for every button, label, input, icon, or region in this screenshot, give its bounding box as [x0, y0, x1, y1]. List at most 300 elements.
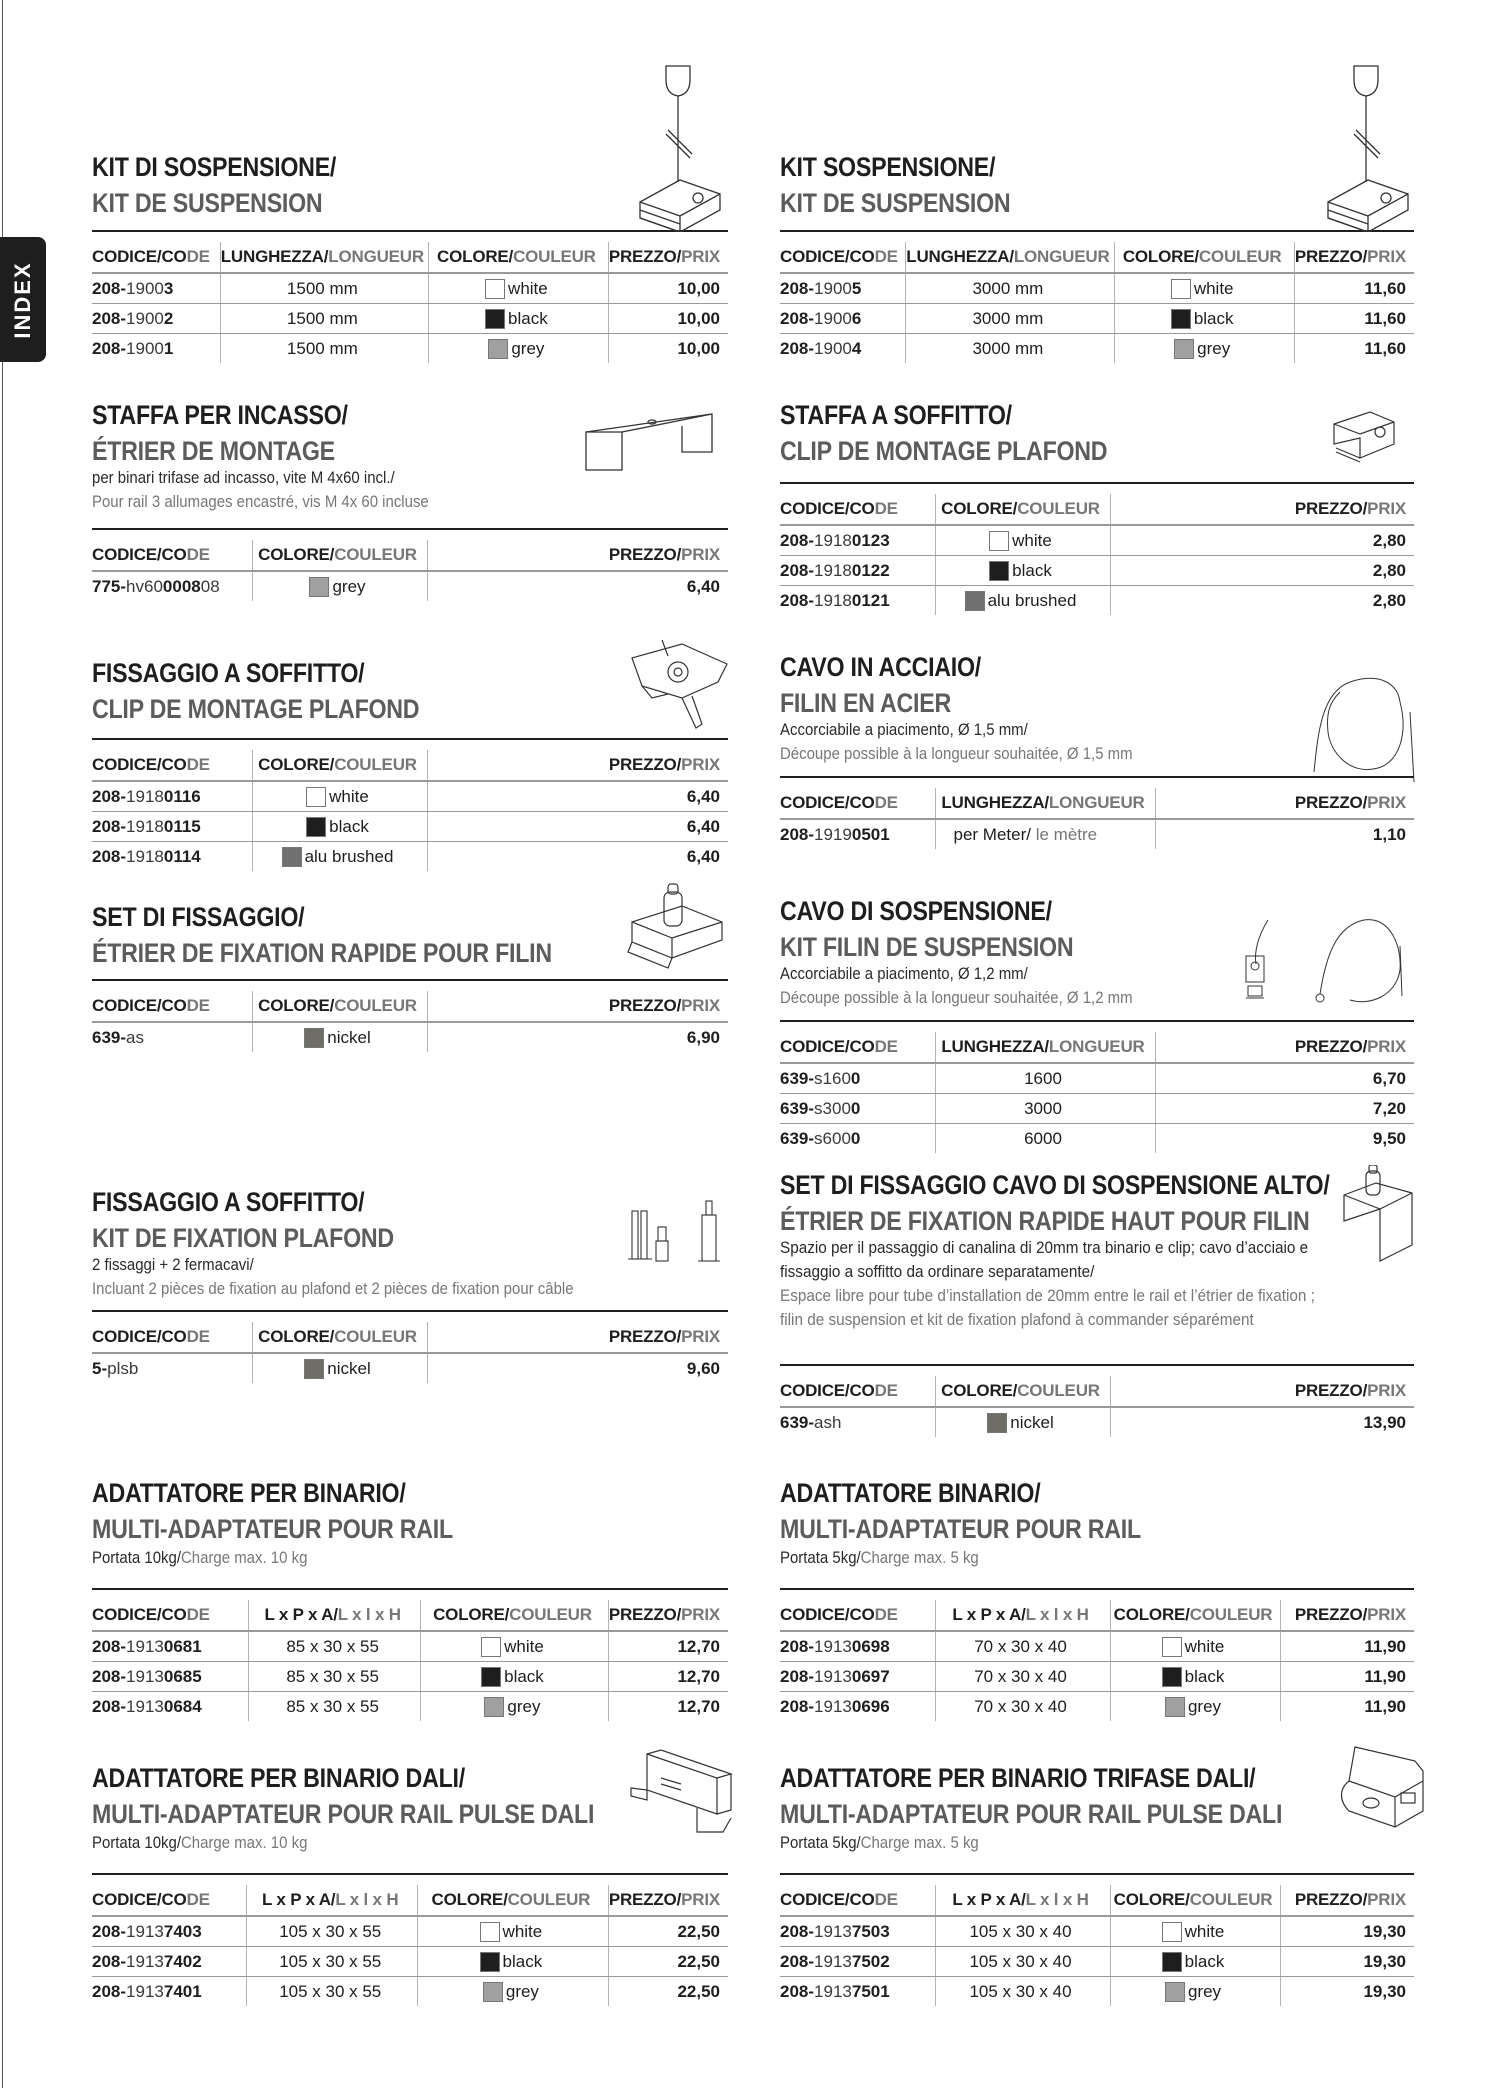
code-part: 7502 [851, 1951, 890, 1971]
product-code[interactable] [92, 1353, 252, 1383]
header-it: COLORE/ [431, 1890, 508, 1909]
product-illustration [622, 638, 732, 733]
table-row[interactable] [780, 525, 1414, 556]
section-divider [92, 1310, 728, 1312]
column-header-color [1110, 1600, 1280, 1631]
table-row[interactable] [92, 1916, 728, 1947]
description-fr: Pour rail 3 allumages encastré, vis M 4x 60 incluse [92, 492, 429, 511]
price-cell: 2,80 [1110, 586, 1414, 616]
price-cell: 9,60 [427, 1353, 728, 1383]
description [780, 1548, 979, 1568]
table-header-row [780, 1885, 1414, 1916]
header-fr: LONGUEUR [1013, 247, 1110, 266]
table-row[interactable] [780, 1916, 1414, 1947]
header-fr: PRIX [1367, 1890, 1406, 1909]
header-it: CO [161, 1327, 187, 1346]
header-it: PREZZO/ [1294, 499, 1368, 518]
color-cell [252, 842, 427, 872]
product-illustration [622, 1197, 732, 1267]
dimensions-cell: 85 x 30 x 55 [249, 1631, 421, 1662]
product-code[interactable] [780, 1124, 935, 1154]
code-part: 208- [780, 590, 815, 610]
product-code[interactable] [780, 1094, 935, 1124]
section-cavo-sospensione [780, 896, 1414, 1152]
code-part: 208- [92, 1921, 127, 1941]
product-table [780, 1600, 1414, 1721]
header-it: CODICE/ [780, 793, 850, 812]
color-swatch-grey [484, 1697, 504, 1717]
header-fr: DE [874, 793, 898, 812]
table-row[interactable] [92, 1947, 728, 1977]
header-it: PREZZO/ [608, 1605, 682, 1624]
table-row[interactable] [92, 1662, 728, 1692]
header-fr: DE [874, 1890, 898, 1909]
table-header-row [92, 1322, 728, 1353]
color-name: white [1012, 530, 1052, 550]
description-it: Accorciabile a piacimento, Ø 1,5 mm/ [780, 720, 1028, 739]
code-part: 0684 [163, 1696, 202, 1716]
section-title-it: SET DI FISSAGGIO CAVO DI SOSPENSIONE ALTO/ [780, 1170, 1330, 1200]
table-row[interactable] [780, 1977, 1414, 2007]
header-it: CODICE/ [92, 755, 162, 774]
product-code[interactable] [780, 1692, 935, 1722]
table-row[interactable] [780, 556, 1414, 586]
dimensions-cell: 105 x 30 x 55 [247, 1947, 418, 1977]
color-name: grey [1197, 338, 1231, 358]
code-part: 1913 [126, 1636, 164, 1656]
product-code[interactable] [92, 1692, 249, 1722]
price-cell: 19,30 [1280, 1977, 1414, 2007]
color-swatch-black [306, 817, 326, 837]
color-name: nickel [327, 1358, 371, 1378]
column-header-dims [935, 1885, 1110, 1916]
section-divider [780, 1873, 1414, 1875]
product-code[interactable] [780, 819, 935, 849]
table-row[interactable] [780, 304, 1414, 334]
length-cell: 1600 [935, 1063, 1155, 1094]
column-header-code [92, 540, 252, 571]
code-part: 0681 [163, 1636, 202, 1656]
section-title-fr: ÉTRIER DE FIXATION RAPIDE POUR FILIN [92, 938, 552, 968]
column-header-color [428, 242, 608, 273]
header-it: CODICE/ [92, 1605, 162, 1624]
code-part: 208- [780, 1951, 815, 1971]
header-fr: COULEUR [334, 545, 417, 564]
code-part: 208- [92, 1666, 127, 1686]
header-it: PREZZO/ [1294, 793, 1368, 812]
table-row[interactable] [92, 1692, 728, 1722]
table-row[interactable] [92, 1022, 728, 1052]
code-part: 1913 [126, 1951, 164, 1971]
color-name: alu brushed [987, 590, 1077, 610]
header-fr: COULEUR [334, 755, 417, 774]
header-it: CODICE/ [92, 1890, 162, 1909]
product-code[interactable] [92, 1022, 252, 1052]
table-row[interactable] [92, 812, 728, 842]
table-row[interactable] [780, 819, 1414, 849]
code-part: 0116 [163, 786, 201, 806]
product-illustration [1340, 1165, 1420, 1265]
header-fr: DE [186, 545, 210, 564]
product-code[interactable] [780, 1407, 935, 1437]
code-part: 0 [850, 1098, 861, 1118]
section-title-it: ADATTATORE PER BINARIO/ [92, 1478, 406, 1508]
table-row[interactable] [92, 273, 728, 304]
length-cell: 6000 [935, 1124, 1155, 1154]
section-divider [92, 738, 728, 740]
product-table [92, 1885, 728, 2006]
code-part: 3 [163, 278, 174, 298]
color-swatch-grey [488, 339, 508, 359]
section-divider [780, 1588, 1414, 1590]
price-cell: 11,90 [1280, 1692, 1414, 1722]
description-it: Portata 5kg/ [780, 1833, 861, 1852]
product-code[interactable] [92, 304, 220, 334]
header-fr: PRIX [1367, 1037, 1406, 1056]
code-part: 208- [92, 786, 127, 806]
color-swatch-nickel [304, 1359, 324, 1379]
product-code[interactable] [780, 1662, 935, 1692]
header-it: CODICE/ [92, 247, 162, 266]
header-it: PREZZO/ [608, 1890, 682, 1909]
price-cell: 10,00 [608, 304, 728, 334]
description-it: per binari trifase ad incasso, vite M 4x60 incl./ [92, 468, 395, 487]
code-part: 1900 [126, 308, 164, 328]
table-row[interactable] [92, 781, 728, 812]
table-row[interactable] [92, 1977, 728, 2007]
product-table [92, 242, 728, 363]
dimensions-cell: 105 x 30 x 40 [935, 1916, 1110, 1947]
column-header-color [252, 1322, 427, 1353]
header-fr: DE [874, 247, 898, 266]
product-code[interactable] [780, 1631, 935, 1662]
header-fr: DE [874, 1037, 898, 1056]
code-part: 208- [780, 1696, 815, 1716]
section-title-fr: FILIN EN ACIER [780, 688, 951, 718]
color-name: black [1012, 560, 1052, 580]
product-code[interactable] [92, 812, 252, 842]
section-adattatore-1 [92, 1478, 728, 1720]
code-part: 2 [163, 308, 174, 328]
column-header-dims [247, 1885, 418, 1916]
header-it: L x P x A/ [952, 1890, 1026, 1909]
product-code[interactable] [780, 334, 906, 364]
product-code[interactable] [780, 1916, 935, 1947]
header-it: CO [161, 545, 187, 564]
table-row[interactable] [780, 334, 1414, 364]
header-it: COLORE/ [258, 545, 335, 564]
table-row[interactable] [780, 1662, 1414, 1692]
price-cell: 11,90 [1280, 1662, 1414, 1692]
price-cell: 13,90 [1110, 1407, 1414, 1437]
header-it: PREZZO/ [1294, 247, 1368, 266]
price-cell: 12,70 [608, 1692, 728, 1722]
color-cell [252, 1353, 427, 1383]
code-part: hv60 [126, 576, 163, 596]
table-row[interactable] [780, 1947, 1414, 1977]
product-code[interactable] [92, 1977, 247, 2007]
code-part: 208- [92, 1951, 127, 1971]
product-code[interactable] [780, 525, 935, 556]
header-it: LUNGHEZZA/ [941, 793, 1049, 812]
product-illustration [1335, 1741, 1430, 1836]
description [92, 1833, 307, 1853]
color-name: black [329, 816, 369, 836]
code-part: 208- [92, 1636, 127, 1656]
code-part: 639- [92, 1027, 127, 1047]
product-code[interactable] [92, 1947, 247, 1977]
column-header-price [1155, 1032, 1414, 1063]
product-code[interactable] [92, 842, 252, 872]
table-row[interactable] [780, 1063, 1414, 1094]
column-header-length [906, 242, 1114, 273]
price-cell: 22,50 [608, 1916, 728, 1947]
header-fr: DE [186, 755, 210, 774]
color-cell [252, 571, 427, 601]
section-dali-2 [780, 1763, 1414, 2005]
color-cell [1114, 334, 1294, 364]
code-part: 208- [780, 278, 815, 298]
header-it: CODICE/ [92, 545, 162, 564]
section-kit-sosp-2 [780, 152, 1414, 362]
product-table [780, 1376, 1414, 1437]
section-title-fr: KIT DE SUSPENSION [780, 188, 1011, 218]
code-part: s160 [814, 1068, 851, 1088]
description [780, 1833, 979, 1853]
code-part: 639- [780, 1068, 815, 1088]
header-fr: COULEUR [1017, 1381, 1100, 1400]
color-cell [428, 334, 608, 364]
length-it: per Meter/ [953, 824, 1031, 844]
column-header-color [1110, 1885, 1280, 1916]
color-cell [935, 586, 1110, 616]
color-cell [1110, 1977, 1280, 2007]
code-part: 1900 [814, 308, 852, 328]
header-it: COLORE/ [258, 1327, 335, 1346]
color-name: grey [511, 338, 545, 358]
section-fissaggio-soffitto [92, 658, 728, 870]
header-it: COLORE/ [941, 1381, 1018, 1400]
product-code[interactable] [92, 273, 220, 304]
table-row[interactable] [780, 1094, 1414, 1124]
product-illustration [1330, 408, 1402, 468]
header-fr: DE [186, 1890, 210, 1909]
product-table [92, 750, 728, 871]
length-cell: 3000 [935, 1094, 1155, 1124]
table-header-row [92, 540, 728, 571]
code-part: 208- [92, 846, 127, 866]
product-table [780, 788, 1414, 849]
table-row[interactable] [780, 1124, 1414, 1154]
header-it: CO [161, 755, 187, 774]
color-cell [935, 525, 1110, 556]
column-header-price [1280, 1600, 1414, 1631]
product-table [780, 242, 1414, 363]
column-header-color [935, 494, 1110, 525]
table-row[interactable] [92, 842, 728, 872]
column-header-price [1110, 494, 1414, 525]
header-it: COLORE/ [941, 499, 1018, 518]
code-part: 7402 [163, 1951, 202, 1971]
description-it: Spazio per il passaggio di canalina di 20mm tra binario e clip; cavo d’acciaio e fissaggio a soffitto da ordinare separatamente/ [780, 1238, 1309, 1281]
product-code[interactable] [780, 1977, 935, 2007]
column-header-code [780, 1885, 935, 1916]
table-row[interactable] [92, 1631, 728, 1662]
color-name: grey [505, 1981, 539, 2001]
price-cell: 22,50 [608, 1947, 728, 1977]
column-header-dims [935, 1600, 1110, 1631]
code-part: 1918 [814, 530, 852, 550]
product-illustration [1310, 672, 1420, 787]
column-header-code [92, 1322, 252, 1353]
product-code[interactable] [780, 556, 935, 586]
column-header-color [252, 540, 427, 571]
section-set-alto [780, 1170, 1414, 1436]
color-swatch-nickel [987, 1413, 1007, 1433]
index-tab[interactable] [0, 237, 46, 362]
code-part: 208- [92, 816, 127, 836]
product-code[interactable] [92, 1916, 247, 1947]
code-part: 0115 [163, 816, 201, 836]
header-it: CO [849, 1890, 875, 1909]
color-name: white [502, 1921, 543, 1941]
product-code[interactable] [780, 1063, 935, 1094]
product-illustration [582, 410, 722, 480]
product-table [92, 991, 728, 1052]
header-it: PREZZO/ [608, 247, 682, 266]
table-row[interactable] [780, 586, 1414, 616]
column-header-code [92, 1885, 247, 1916]
column-header-price [608, 242, 728, 273]
table-row[interactable] [780, 1692, 1414, 1722]
dimensions-cell: 85 x 30 x 55 [249, 1692, 421, 1722]
code-part: 0501 [851, 824, 890, 844]
color-cell [417, 1947, 608, 1977]
color-swatch-white [480, 1922, 500, 1942]
code-part: ash [814, 1412, 842, 1432]
code-part: 1913 [814, 1666, 852, 1686]
color-name: white [508, 278, 548, 298]
description-it: Portata 5kg/ [780, 1548, 861, 1567]
code-part: 208- [92, 1981, 127, 2001]
column-header-price [1110, 1376, 1414, 1407]
header-it: CODICE/ [780, 1381, 850, 1400]
code-part: 6 [851, 308, 862, 328]
code-part: 1900 [126, 338, 164, 358]
price-cell: 9,50 [1155, 1124, 1414, 1154]
color-name: black [508, 308, 548, 328]
product-illustration [627, 1748, 737, 1838]
length-cell: 3000 mm [906, 304, 1114, 334]
table-row[interactable] [780, 273, 1414, 304]
header-it: COLORE/ [437, 247, 514, 266]
code-part: 208- [92, 338, 127, 358]
product-code[interactable] [780, 273, 906, 304]
column-header-price [1280, 1885, 1414, 1916]
product-code[interactable] [92, 334, 220, 364]
product-code[interactable] [92, 571, 252, 601]
length-fr: le mètre [1030, 824, 1098, 844]
header-fr: L x l x H [335, 1890, 399, 1909]
table-row[interactable] [780, 1631, 1414, 1662]
product-illustration [1320, 62, 1416, 232]
color-cell [1110, 1916, 1280, 1947]
section-title-fr: MULTI-ADAPTATEUR POUR RAIL [780, 1514, 1141, 1544]
header-it: PREZZO/ [1294, 1890, 1368, 1909]
table-row[interactable] [92, 304, 728, 334]
table-header-row [780, 494, 1414, 525]
product-code[interactable] [92, 781, 252, 812]
price-cell: 11,60 [1294, 334, 1414, 364]
product-code[interactable] [92, 1662, 249, 1692]
product-code[interactable] [780, 304, 906, 334]
header-it: CODICE/ [780, 499, 850, 518]
table-header-row [780, 788, 1414, 819]
header-it: CODICE/ [92, 996, 162, 1015]
code-part: 1900 [814, 278, 852, 298]
color-name: black [1184, 1951, 1225, 1971]
section-divider [92, 979, 728, 981]
price-cell: 22,50 [608, 1977, 728, 2007]
table-row[interactable] [780, 1407, 1414, 1437]
price-cell: 10,00 [608, 273, 728, 304]
color-cell [421, 1692, 609, 1722]
table-row[interactable] [92, 334, 728, 364]
header-fr: L x l x H [1025, 1890, 1089, 1909]
code-part: s300 [814, 1098, 851, 1118]
product-code[interactable] [780, 586, 935, 616]
header-it: PREZZO/ [1294, 1381, 1368, 1400]
header-fr: PRIX [1367, 793, 1406, 812]
dimensions-cell: 70 x 30 x 40 [935, 1631, 1110, 1662]
table-header-row [92, 750, 728, 781]
table-header-row [92, 1600, 728, 1631]
color-swatch-nickel [304, 1028, 324, 1048]
description-fr: Incluant 2 pièces de fixation au plafond et 2 pièces de fixation pour câble [92, 1279, 574, 1298]
header-fr: DE [186, 1327, 210, 1346]
code-part: 775- [92, 576, 127, 596]
code-part: 1918 [126, 846, 164, 866]
table-row[interactable] [92, 1353, 728, 1383]
header-it: CO [161, 247, 187, 266]
product-illustration [622, 882, 732, 972]
section-title-it: KIT SOSPENSIONE/ [780, 152, 996, 182]
section-divider [780, 1020, 1414, 1022]
color-name: black [1193, 308, 1234, 328]
code-part: 1913 [126, 1696, 164, 1716]
table-row[interactable] [92, 571, 728, 601]
color-cell [417, 1916, 608, 1947]
column-header-color [252, 991, 427, 1022]
color-swatch-white [485, 279, 505, 299]
column-header-price [608, 1885, 728, 1916]
header-fr: PRIX [1367, 499, 1406, 518]
product-code[interactable] [780, 1947, 935, 1977]
code-part: 0696 [851, 1696, 890, 1716]
color-name: grey [1187, 1696, 1222, 1716]
color-cell [252, 1022, 427, 1052]
product-code[interactable] [92, 1631, 249, 1662]
column-header-length [220, 242, 428, 273]
color-cell [421, 1631, 609, 1662]
code-part: 5 [851, 278, 862, 298]
description-fr: Charge max. 5 kg [860, 1833, 979, 1852]
code-part: 7403 [163, 1921, 202, 1941]
price-cell: 19,30 [1280, 1947, 1414, 1977]
column-header-code [92, 991, 252, 1022]
section-title-it: STAFFA PER INCASSO/ [92, 400, 348, 430]
header-fr: PRIX [681, 755, 720, 774]
